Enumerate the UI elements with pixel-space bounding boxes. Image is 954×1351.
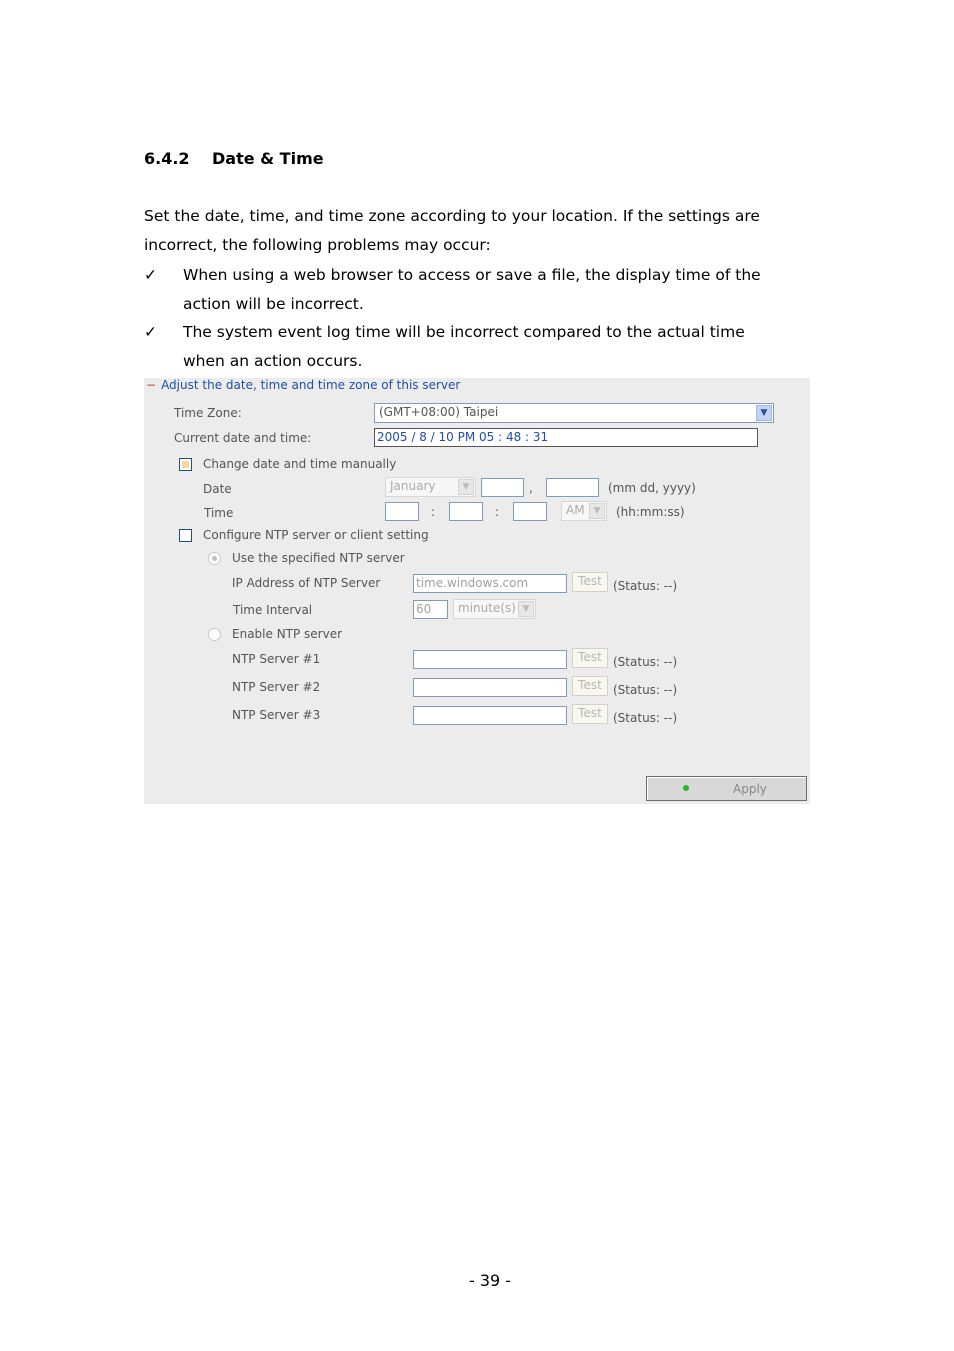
ntp-ip-label: IP Address of NTP Server — [232, 576, 381, 590]
time-separator: : — [431, 505, 436, 519]
test-button-ntp3[interactable]: Test — [572, 704, 608, 724]
apply-label: Apply — [733, 782, 767, 796]
section-heading — [144, 149, 324, 168]
page-number: - 39 - — [468, 1271, 512, 1290]
bullet-text: action will be incorrect. — [183, 295, 364, 313]
checkmark-icon: ✓ — [144, 323, 157, 341]
ntp-ip-input[interactable]: time.windows.com — [413, 574, 567, 593]
ntp3-label: NTP Server #3 — [232, 708, 321, 722]
ntp-label: Configure NTP server or client setting — [203, 528, 429, 542]
use-specified-radio[interactable] — [208, 552, 221, 565]
collapse-icon[interactable]: − — [146, 378, 157, 392]
ampm-select[interactable] — [561, 501, 607, 521]
chevron-down-icon: ▼ — [756, 405, 772, 421]
ntp1-input[interactable] — [413, 650, 567, 669]
month-select[interactable] — [385, 477, 476, 497]
day-input[interactable] — [481, 478, 524, 497]
section-header[interactable] — [146, 378, 460, 392]
time-separator: : — [495, 505, 500, 519]
ntp3-input[interactable] — [413, 706, 567, 725]
test-button-ntp2[interactable]: Test — [572, 676, 608, 696]
chevron-down-icon: ▼ — [518, 601, 534, 617]
current-datetime-label: Current date and time: — [174, 431, 312, 445]
bullet-text: The system event log time will be incorrect compared to the actual time — [183, 323, 745, 341]
manual-checkbox[interactable] — [179, 458, 192, 471]
hour-input[interactable] — [385, 502, 419, 521]
chevron-down-icon: ▼ — [589, 503, 605, 519]
section-header-label: Adjust the date, time and time zone of this server — [161, 378, 461, 392]
manual-label: Change date and time manually — [203, 457, 397, 471]
datetime-settings-panel — [144, 378, 810, 804]
ntp1-label: NTP Server #1 — [232, 652, 321, 666]
year-input[interactable] — [546, 478, 599, 497]
interval-unit-value: minute(s) — [458, 601, 516, 615]
status-text: (Status: --) — [613, 579, 678, 593]
use-specified-label: Use the specified NTP server — [232, 551, 405, 565]
timezone-value: (GMT+08:00) Taipei — [379, 405, 499, 419]
section-title: Date & Time — [212, 149, 324, 168]
status-text: (Status: --) — [613, 655, 678, 669]
time-label: Time — [204, 506, 234, 520]
chevron-down-icon: ▼ — [458, 479, 474, 495]
enable-ntp-label: Enable NTP server — [232, 627, 343, 641]
status-text: (Status: --) — [613, 711, 678, 725]
date-separator: , — [529, 481, 533, 495]
month-value: January — [390, 479, 436, 493]
test-button-ntp1[interactable]: Test — [572, 648, 608, 668]
date-label: Date — [203, 482, 232, 496]
enable-ntp-radio[interactable] — [208, 628, 221, 641]
current-datetime-field[interactable]: 2005 / 8 / 10 PM 05 : 48 : 31 — [374, 428, 758, 447]
timezone-label: Time Zone: — [174, 406, 242, 420]
date-format-hint: (mm dd, yyyy) — [608, 481, 696, 495]
status-text: (Status: --) — [613, 683, 678, 697]
radio-dot-icon — [212, 556, 217, 561]
second-input[interactable] — [513, 502, 547, 521]
status-led-icon — [683, 785, 689, 791]
test-button-ip[interactable]: Test — [572, 572, 608, 592]
ntp-checkbox[interactable] — [179, 529, 192, 542]
interval-unit-select[interactable] — [453, 599, 536, 619]
ntp2-label: NTP Server #2 — [232, 680, 321, 694]
apply-button[interactable] — [646, 776, 807, 801]
section-number: 6.4.2 — [144, 149, 190, 168]
timezone-select[interactable] — [374, 403, 774, 423]
time-format-hint: (hh:mm:ss) — [616, 505, 685, 519]
ntp2-input[interactable] — [413, 678, 567, 697]
ampm-value: AM — [566, 503, 585, 517]
bullet-text: when an action occurs. — [183, 352, 363, 370]
interval-label: Time Interval — [233, 603, 313, 617]
interval-input[interactable]: 60 — [413, 600, 448, 619]
intro-paragraph: Set the date, time, and time zone according to your location. If the settings are incorrect, the following problems may occur: — [144, 207, 760, 254]
checkmark-icon: ✓ — [144, 266, 157, 284]
bullet-text: When using a web browser to access or save a file, the display time of the — [183, 266, 761, 284]
minute-input[interactable] — [449, 502, 483, 521]
